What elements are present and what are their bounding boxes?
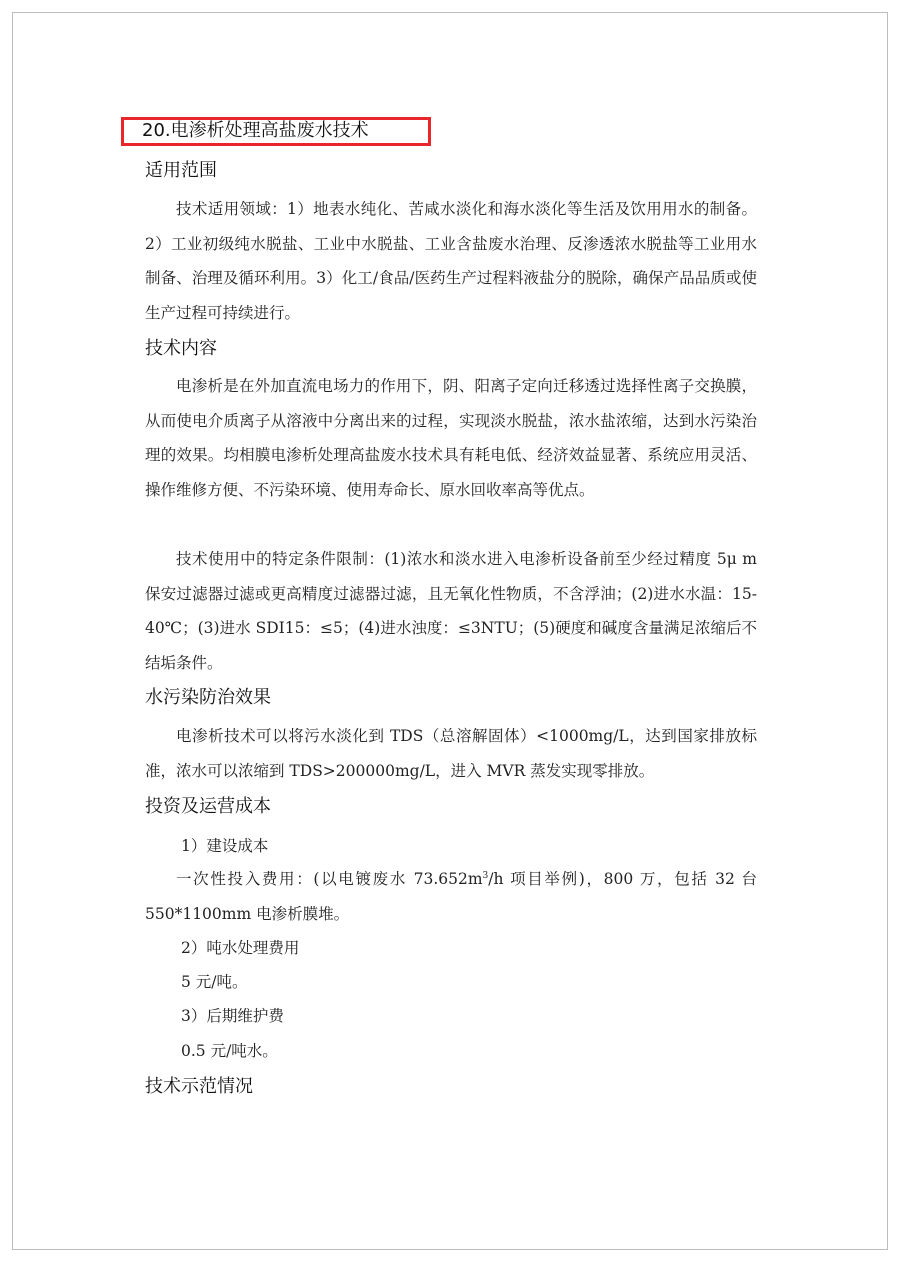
cost-item-construction: 1）建设成本 bbox=[181, 837, 269, 855]
cost-text-part-a: 一次性投入费用：(以电镀废水 73.652m bbox=[176, 870, 483, 888]
heading-cost: 投资及运营成本 bbox=[145, 796, 271, 817]
heading-effect: 水污染防治效果 bbox=[145, 687, 271, 708]
heading-demo: 技术示范情况 bbox=[145, 1076, 253, 1097]
paragraph-effect: 电渗析技术可以将污水淡化到 TDS（总溶解固体）<1000mg/L，达到国家排放标准，浓水可以浓缩到 TDS>200000mg/L，进入 MVR 蒸发实现零排放。 bbox=[145, 727, 757, 780]
cost-item-treatment: 2）吨水处理费用 bbox=[181, 939, 300, 957]
paragraph-cost-construction bbox=[145, 862, 757, 931]
cost-text-part-b: /h 项目举例)，800 万，包括 32 台 550*1100mm 电渗析膜堆。 bbox=[145, 870, 757, 923]
cost-text-treatment: 5 元/吨。 bbox=[181, 973, 248, 991]
cost-text-superscript: 3 bbox=[482, 871, 489, 881]
paragraph-scope: 技术适用领域：1）地表水纯化、苦咸水淡化和海水淡化等生活及饮用用水的制备。2）工业初级纯水脱盐、工业中水脱盐、工业含盐废水治理、反渗透浓水脱盐等工业用水制备、治理及循环利用。3）化工/食品/医药生产过程料液盐分的脱除，确保产品品质或使生产过程可持续进行。 bbox=[145, 200, 757, 322]
heading-content: 技术内容 bbox=[145, 338, 217, 359]
heading-scope: 适用范围 bbox=[145, 160, 217, 181]
cost-item-maintenance: 3）后期维护费 bbox=[181, 1007, 284, 1025]
paragraph-content-1: 电渗析是在外加直流电场力的作用下，阴、阳离子定向迁移透过选择性离子交换膜，从而使电介质离子从溶液中分离出来的过程，实现淡水脱盐，浓水盐浓缩，达到水污染治理的效果。均相膜电渗析处理高盐废水技术具有耗电低、经济效益显著、系统应用灵活、操作维修方便、不污染环境、使用寿命长、原水回收率高等优点。 bbox=[145, 377, 757, 499]
document-title: 20.电渗析处理高盐废水技术 bbox=[142, 120, 369, 141]
cost-text-maintenance: 0.5 元/吨水。 bbox=[181, 1042, 278, 1060]
paragraph-content-2: 技术使用中的特定条件限制：(1)浓水和淡水进入电渗析设备前至少经过精度 5μ m 保安过滤器过滤或更高精度过滤器过滤，且无氧化性物质，不含浮油；(2)进水水温：15-40℃；(3)进水 SDI15：≤5；(4)进水浊度：≤3NTU；(5)硬度和碱度含量满足浓缩后不结垢条件。 bbox=[145, 550, 757, 672]
